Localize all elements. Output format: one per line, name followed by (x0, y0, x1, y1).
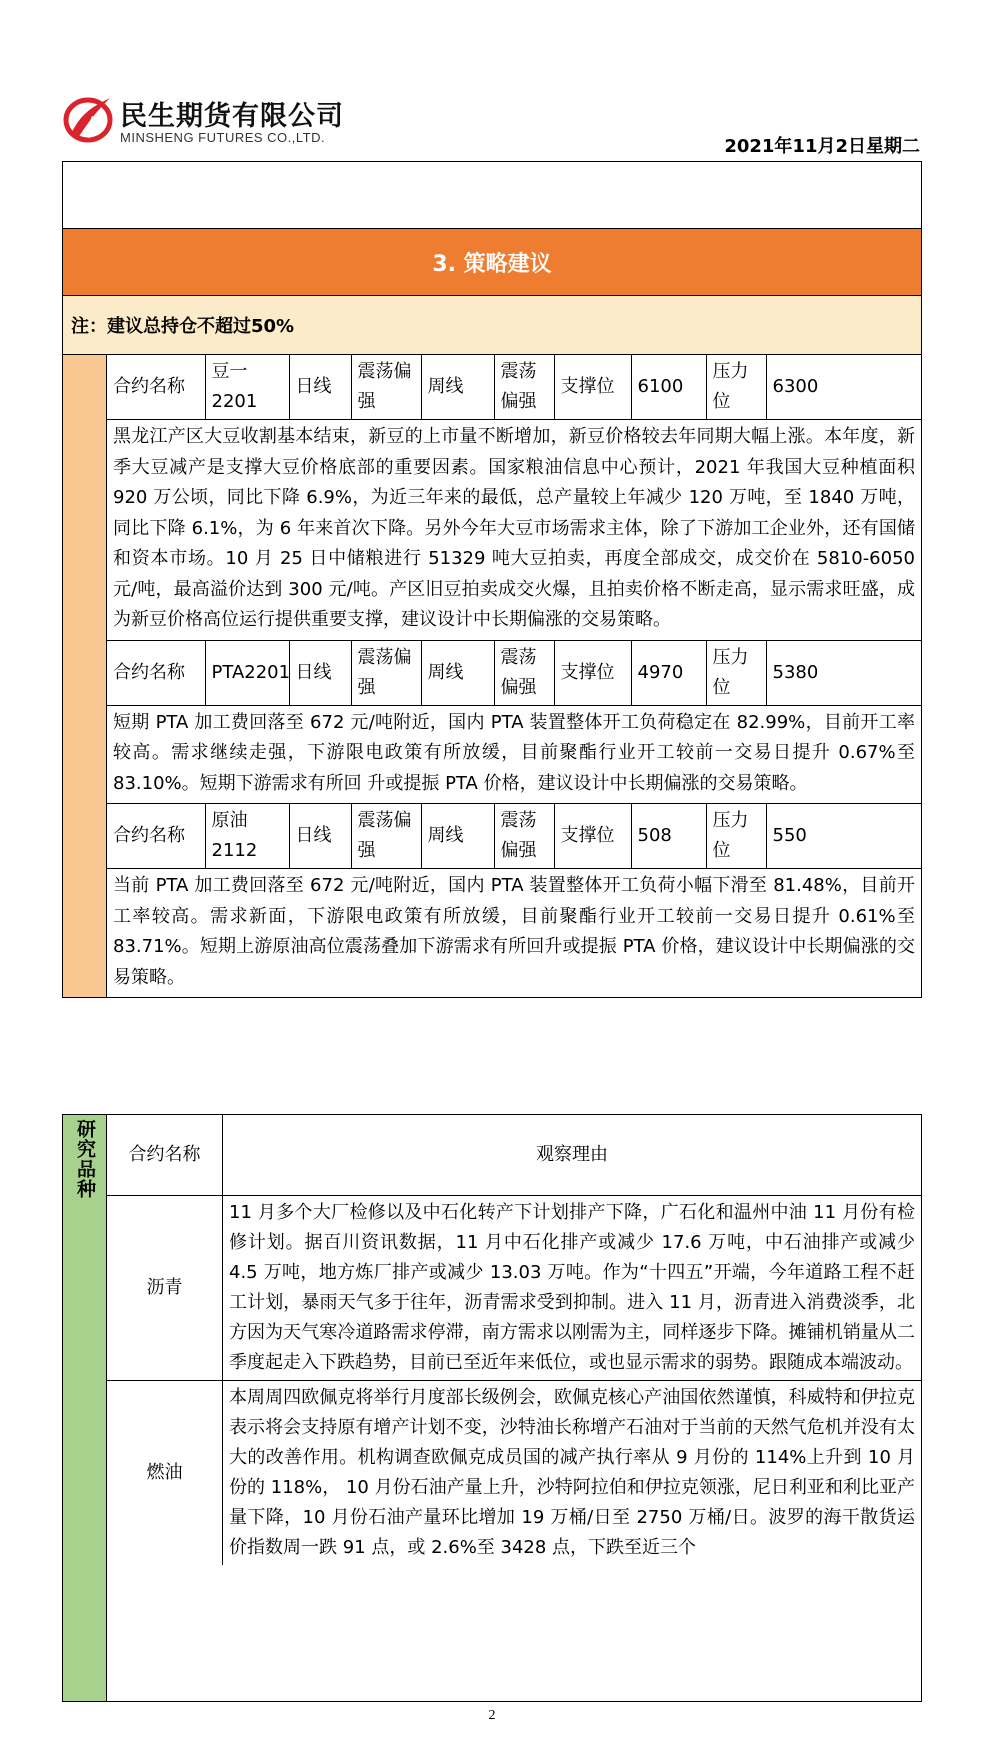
strategy-text: 短期 PTA 加工费回落至 672 元/吨附近，国内 PTA 装置整体开工负荷稳定在 82.99%，目前开工率较高。需求继续走强，下游限电政策有所放缓，目前聚酯行业开工较前一交易日提升 0.67%至 83.10%。短期下游需求有所回 升或提振 PTA 价格，建议设计中长期偏涨的交易策略。 (107, 706, 921, 805)
research-side-label: 研究品种 (74, 1119, 96, 1199)
weekly-value: 震荡偏强 (494, 641, 554, 706)
page-number: 2 (488, 1708, 496, 1723)
research-row-asphalt (107, 1196, 921, 1381)
pressure-value: 550 (766, 804, 921, 869)
research-table (107, 1115, 921, 1701)
daily-label: 日线 (289, 804, 351, 869)
research-item-name: 沥青 (107, 1196, 223, 1380)
pressure-value: 5380 (766, 641, 921, 706)
pressure-label: 压力位 (706, 355, 766, 420)
weekly-value: 震荡偏强 (494, 804, 554, 869)
contract-label: 合约名称 (107, 641, 205, 706)
table-row (107, 641, 921, 706)
support-label: 支撑位 (554, 804, 631, 869)
support-value: 508 (631, 804, 706, 869)
weekly-label: 周线 (421, 355, 494, 420)
table-row (107, 355, 921, 420)
contract-value: 原油2112 (205, 804, 289, 869)
company-name-en: MINSHENG FUTURES CO.,LTD. (120, 130, 326, 145)
strategy-side-bar (63, 355, 107, 997)
pressure-label: 压力位 (706, 641, 766, 706)
research-header-row (107, 1115, 921, 1196)
support-value: 6100 (631, 355, 706, 420)
strategy-params-table (107, 355, 921, 420)
research-item-name: 燃油 (107, 1381, 223, 1565)
strategy-block (63, 355, 921, 997)
strategy-text: 当前 PTA 加工费回落至 672 元/吨附近，国内 PTA 装置整体开工负荷小幅下滑至 81.48%，目前开工率较高。需求新面，下游限电政策有所放缓，目前聚酯行业开工较前一交易日提升 0.61%至 83.71%。短期上游原油高位震荡叠加下游需求有所回升或提振 PTA 价格，建议设计中长期偏涨的交易策略。 (113, 875, 915, 988)
table-row (107, 804, 921, 869)
strategy-text: 黑龙江产区大豆收割基本结束，新豆的上市量不断增加，新豆价格较去年同期大幅上涨。本年度，新季大豆减产是支撑大豆价格底部的重要因素。国家粮油信息中心预计，2021 年我国大豆种植面积 920 万公顷，同比下降 6.9%，为近三年来的最低，总产量较上年减少 120 万吨，至 1840 万吨，同比下降 6.1%，为 6 年来首次下降。另外今年大豆市场需求主体，除了下游加工企业外，还有国储和资本市场。10 月 25 日中储粮进行 51329 吨大豆拍卖，再度全部成交，成交价在 5810-6050 元/吨，最高溢价达到 300 元/吨。产区旧豆拍卖成交火爆，且拍卖价格不断走高，显示需求旺盛，成为新豆价格高位运行提供重要支撑，建议设计中长期偏涨的交易策略。 (107, 420, 921, 641)
weekly-value: 震荡偏强 (494, 355, 554, 420)
research-side-bar (63, 1115, 107, 1701)
support-label: 支撑位 (554, 355, 631, 420)
blank-row (63, 162, 921, 229)
weekly-label: 周线 (421, 804, 494, 869)
col-header-reason: 观察理由 (536, 1144, 608, 1165)
strategy-body (107, 355, 921, 997)
position-note: 注：建议总持仓不超过50% (63, 296, 921, 355)
minsheng-logo-icon (62, 92, 114, 144)
daily-value: 震荡偏强 (351, 355, 421, 420)
daily-label: 日线 (289, 641, 351, 706)
contract-label: 合约名称 (107, 804, 205, 869)
section-title: 3. 策略建议 (63, 229, 921, 296)
daily-label: 日线 (289, 355, 351, 420)
weekly-label: 周线 (421, 641, 494, 706)
pressure-value: 6300 (766, 355, 921, 420)
strategy-frame (62, 161, 922, 998)
company-name-cn: 民生期货有限公司 (120, 101, 344, 132)
research-frame (62, 1114, 922, 1702)
company-logo (62, 88, 362, 154)
strategy-params-table (107, 804, 921, 869)
report-date: 2021年11月2日星期二 (724, 136, 920, 157)
research-item-reason: 本周周四欧佩克将举行月度部长级例会，欧佩克核心产油国依然谨慎，科威特和伊拉克表示将会支持原有增产计划不变，沙特油长称增产石油对于当前的天然气危机并没有太大的改善作用。机构调查欧佩克成员国的减产执行率从 9 月份的 114%上升到 10 月份的 118%， 10 月份石油产量上升，沙特阿拉伯和伊拉克领涨，尼日利亚和利比亚产量下降，10 月份石油产量环比增加 19 万桶/日至 2750 万桶/日。波罗的海干散货运价指数周一跌 91 点，或 2.6%至 3428 点，下跌至近三个 (229, 1387, 915, 1558)
pressure-label: 压力位 (706, 804, 766, 869)
col-header-name: 合约名称 (107, 1115, 223, 1195)
daily-value: 震荡偏强 (351, 804, 421, 869)
daily-value: 震荡偏强 (351, 641, 421, 706)
support-label: 支撑位 (554, 641, 631, 706)
research-item-reason: 11 月多个大厂检修以及中石化转产下计划排产下降，广石化和温州中油 11 月份有检修计划。据百川资讯数据，11 月中石化排产或减少 17.6 万吨，中石油排产或减少 4.5 万吨，地方炼厂排产或减少 13.03 万吨。作为“十四五”开端，今年道路工程不赶工计划，暴雨天气多于往年，沥青需求受到抑制。进入 11 月，沥青进入消费淡季，北方因为天气寒冷道路需求停滞，南方需求以刚需为主，同样逐步下降。摊铺机销量从二季度起走入下跌趋势，目前已至近年来低位，或也显示需求的弱势。跟随成本端波动。 (229, 1202, 915, 1373)
research-row-fuel-oil (107, 1381, 921, 1565)
contract-value: 豆一2201 (205, 355, 289, 420)
support-value: 4970 (631, 641, 706, 706)
contract-label: 合约名称 (107, 355, 205, 420)
contract-value: PTA2201 (205, 641, 289, 706)
strategy-params-table (107, 641, 921, 706)
